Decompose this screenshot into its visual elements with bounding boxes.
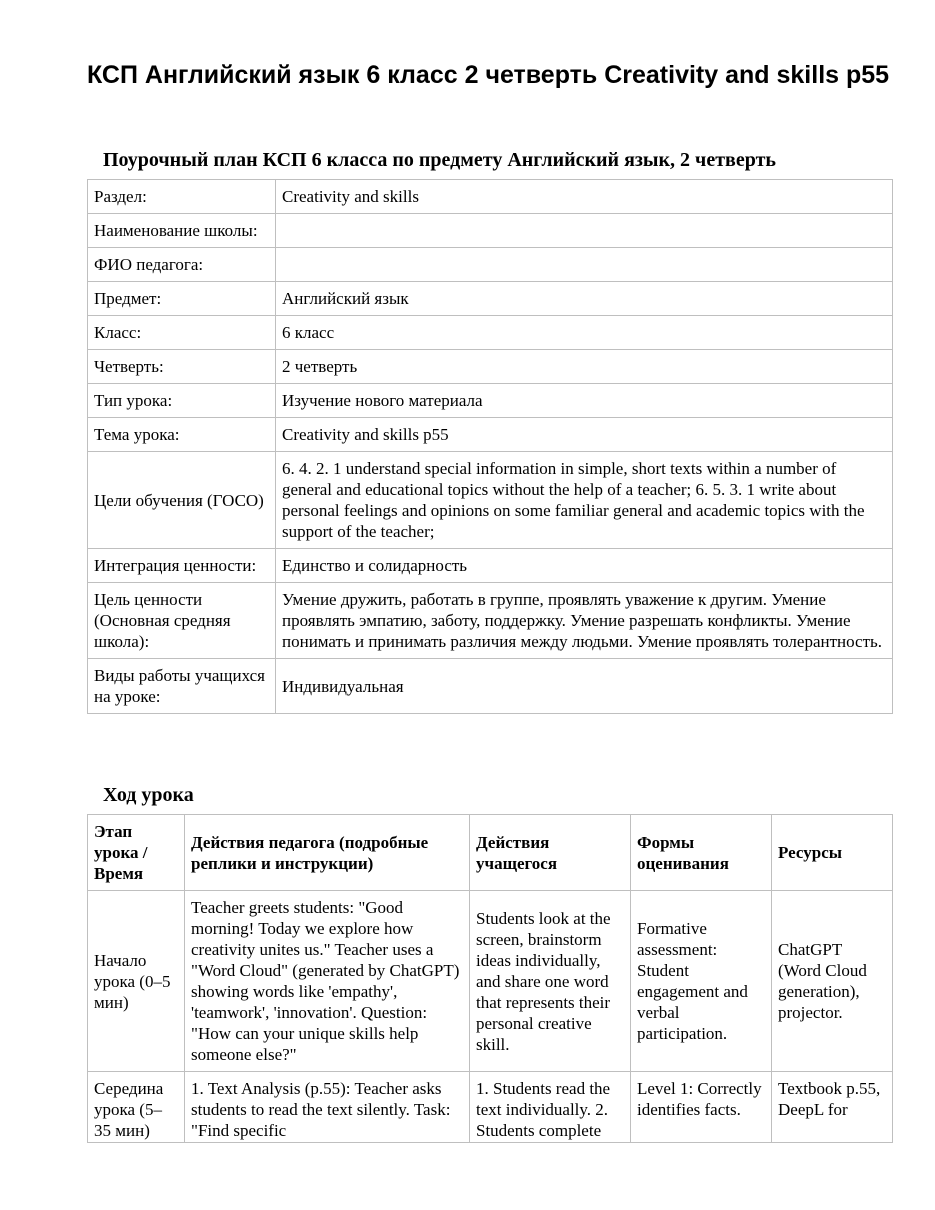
info-key: Интеграция ценности: [88, 549, 276, 583]
info-key: ФИО педагога: [88, 248, 276, 282]
lesson-flow-caption: Ход урока [103, 784, 194, 806]
info-value: Индивидуальная [276, 659, 893, 714]
info-key: Раздел: [88, 180, 276, 214]
cell-assessment: Formative assessment: Student engagement and verbal participation. [631, 891, 772, 1072]
cell-assessment: Level 1: Correctly identifies facts. [631, 1072, 772, 1143]
info-value: 6 класс [276, 316, 893, 350]
header-resources: Ресурсы [772, 815, 893, 891]
header-teacher-actions: Действия педагога (подробные реплики и инструкции) [185, 815, 470, 891]
info-row [88, 384, 893, 418]
info-value: Creativity and skills [276, 180, 893, 214]
cell-teacher-actions: 1. Text Analysis (p.55): Teacher asks students to read the text silently. Task: "Find specific [185, 1072, 470, 1143]
header-student-actions: Действия учащегося [470, 815, 631, 891]
lesson-flow-row [88, 1072, 893, 1143]
cell-stage: Середина урока (5–35 мин) [88, 1072, 185, 1143]
cell-student-actions: 1. Students read the text individually. 2. Students complete [470, 1072, 631, 1143]
header-assessment: Формы оценивания [631, 815, 772, 891]
info-row [88, 316, 893, 350]
info-row [88, 248, 893, 282]
info-value: Умение дружить, работать в группе, проявлять уважение к другим. Умение проявлять эмпатию, заботу, поддержку. Умение разрешать конфликты. Умение понимать и принимать различия между людьми. Умение проявлять толерантность. [276, 583, 893, 659]
info-value: 6. 4. 2. 1 understand special information in simple, short texts within a number of general and educational topics without the help of a teacher; 6. 5. 3. 1 write about personal feelings and opinions on some familiar general and academic topics with the support of the teacher; [276, 452, 893, 549]
plan-caption: Поурочный план КСП 6 класса по предмету Английский язык, 2 четверть [103, 149, 776, 171]
info-row [88, 180, 893, 214]
info-row [88, 418, 893, 452]
info-key: Виды работы учащихся на уроке: [88, 659, 276, 714]
info-value [276, 248, 893, 282]
info-key: Тема урока: [88, 418, 276, 452]
info-row [88, 452, 893, 549]
cell-student-actions: Students look at the screen, brainstorm ideas individually, and share one word that represents their personal creative skill. [470, 891, 631, 1072]
info-row [88, 350, 893, 384]
info-value: Английский язык [276, 282, 893, 316]
info-row [88, 214, 893, 248]
info-key: Предмет: [88, 282, 276, 316]
info-value: 2 четверть [276, 350, 893, 384]
info-key: Тип урока: [88, 384, 276, 418]
info-row [88, 549, 893, 583]
page-title: КСП Английский язык 6 класс 2 четверть Creativity and skills p55 [87, 61, 890, 89]
cell-teacher-actions: Teacher greets students: "Good morning! Today we explore how creativity unites us." Teacher uses a "Word Cloud" (generated by ChatGPT) showing words like 'empathy', 'teamwork', 'innovation'. Question: "How can your unique skills help someone else?" [185, 891, 470, 1072]
header-stage: Этап урока / Время [88, 815, 185, 891]
info-key: Четверть: [88, 350, 276, 384]
cell-stage: Начало урока (0–5 мин) [88, 891, 185, 1072]
info-key: Цели обучения (ГОСО) [88, 452, 276, 549]
info-value: Единство и солидарность [276, 549, 893, 583]
lesson-flow-table [87, 814, 893, 1143]
info-row [88, 282, 893, 316]
lesson-info-table [87, 179, 893, 714]
info-key: Цель ценности (Основная средняя школа): [88, 583, 276, 659]
info-value: Creativity and skills p55 [276, 418, 893, 452]
info-value: Изучение нового материала [276, 384, 893, 418]
info-key: Наименование школы: [88, 214, 276, 248]
cell-resources: Textbook p.55, DeepL for [772, 1072, 893, 1143]
info-row [88, 659, 893, 714]
cell-resources: ChatGPT (Word Cloud generation), projector. [772, 891, 893, 1072]
lesson-flow-row [88, 891, 893, 1072]
info-key: Класс: [88, 316, 276, 350]
info-row [88, 583, 893, 659]
lesson-flow-header-row [88, 815, 893, 891]
info-value [276, 214, 893, 248]
